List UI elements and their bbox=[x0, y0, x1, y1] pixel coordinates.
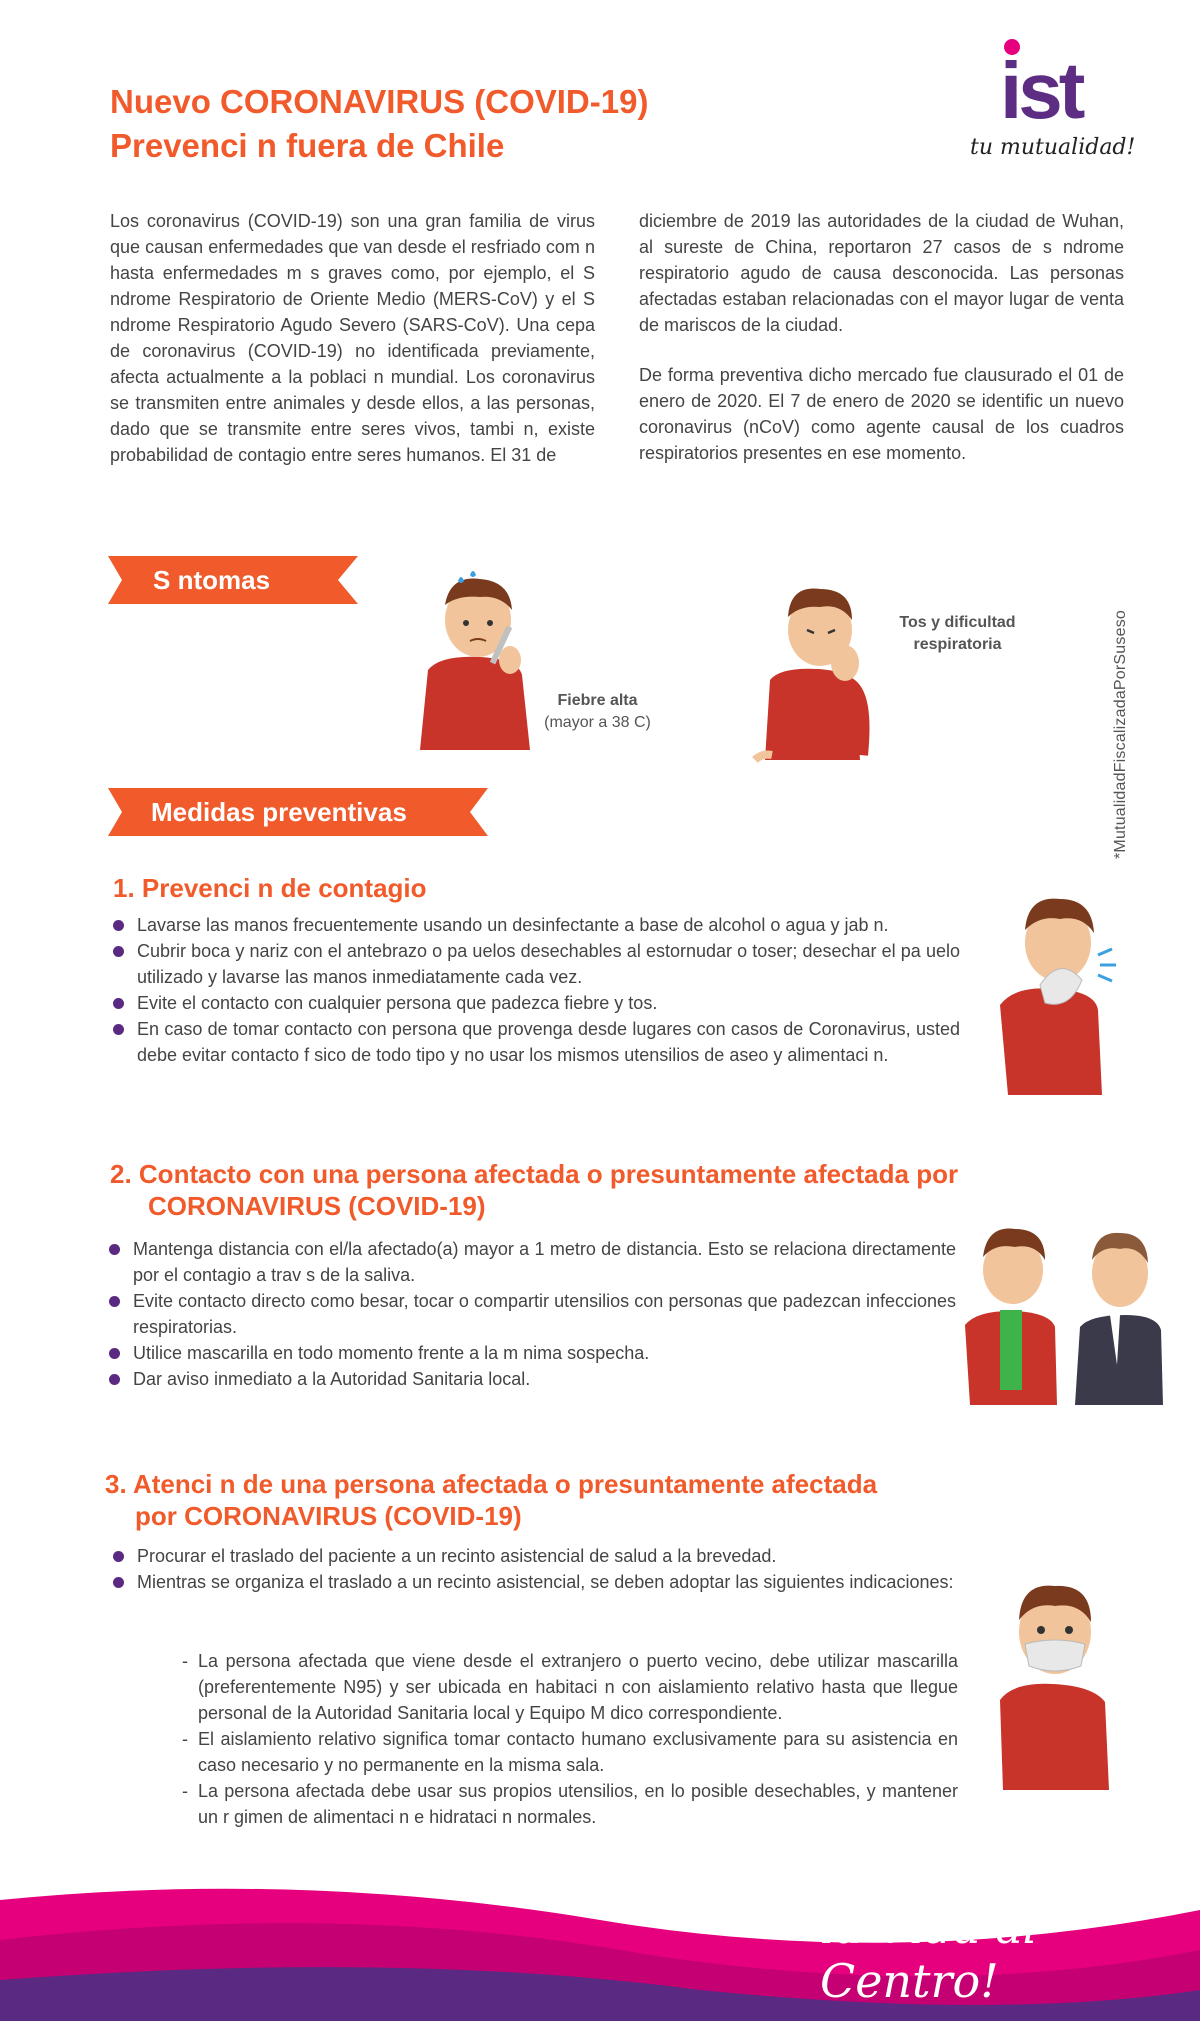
bullet-icon bbox=[113, 998, 124, 1009]
intro-column-2 bbox=[639, 208, 1124, 490]
two-people-illustration bbox=[965, 1215, 1165, 1415]
fever-caption-title: Fiebre alta bbox=[557, 692, 638, 709]
list-item: Mantenga distancia con el/la afectado(a) mayor a 1 metro de distancia. Esto se relaciona directamente por el contagio a trav s de la saliva. bbox=[106, 1236, 956, 1288]
section-3-title-line-1: 3. Atenci n de una persona afectada o presuntamente afectada bbox=[105, 1469, 878, 1499]
intro-paragraph-2: diciembre de 2019 las autoridades de la ciudad de Wuhan, al sureste de China, reportaron 27 casos de s ndrome respiratorio agudo de causa desconocida. Las personas afectadas estaban relacionadas con el mayor lugar de venta de mariscos de la ciudad. bbox=[639, 211, 1124, 335]
list-item: Cubrir boca y nariz con el antebrazo o pa uelos desechables al estornudar o toser; desechar el pa uelo utilizado y lavarse las manos inmediatamente cada vez. bbox=[110, 938, 960, 990]
section-3-title-line-2: por CORONAVIRUS (COVID-19) bbox=[135, 1501, 522, 1531]
masked-person-illustration bbox=[995, 1570, 1115, 1795]
bullet-icon bbox=[113, 920, 124, 931]
section-2-title-line-1: 2. Contacto con una persona afectada o presuntamente afectada por bbox=[110, 1159, 959, 1189]
intro-paragraph-3: De forma preventiva dicho mercado fue clausurado el 01 de enero de 2020. El 7 de enero de 2020 se identific un nuevo coronavirus (nCoV) como agente causal de los cuadros respiratorios presentes en ese momento. bbox=[639, 365, 1124, 463]
sub-list-item: - La persona afectada que viene desde el extranjero o puerto vecino, debe utilizar mascarilla (preferentemente N95) y ser ubicada en habitaci n con aislamiento relativo hasta que llegue personal de la Autoridad Sanitaria local y Equipo M dico correspondiente. bbox=[182, 1651, 958, 1723]
list-item: Lavarse las manos frecuentemente usando un desinfectante a base de alcohol o agua y jab n. bbox=[110, 912, 960, 938]
bullet-icon bbox=[113, 946, 124, 957]
section-3-list bbox=[110, 1543, 960, 1595]
section-3-title bbox=[105, 1468, 1005, 1532]
sneezing-person-illustration bbox=[990, 885, 1120, 1100]
page-title bbox=[110, 80, 648, 168]
ist-logo bbox=[970, 30, 1140, 180]
bullet-icon bbox=[113, 1577, 124, 1588]
sub-list-item: - El aislamiento relativo significa tomar contacto humano exclusivamente para su asistencia en caso necesario y no permanente en la misma sala. bbox=[182, 1729, 958, 1775]
cough-caption bbox=[870, 612, 1045, 656]
section-2-list bbox=[106, 1236, 956, 1392]
section-1-list bbox=[110, 912, 960, 1068]
section-2-title bbox=[110, 1158, 1010, 1222]
section-1-title: 1. Prevenci n de contagio bbox=[113, 873, 427, 903]
intro-column-1: Los coronavirus (COVID-19) son una gran familia de virus que causan enfermedades que van desde el resfriado com n hasta enfermedades m s graves como, por ejemplo, el S ndrome Respiratorio de Oriente Medio (MERS-CoV) y el S ndrome Respiratorio Agudo Severo (SARS-CoV). Una cepa de coronavirus (COVID-19) no identificada previamente, afecta actualmente a la poblaci n mundial. Los coronavirus se transmiten entre animales y desde ellos, a las personas, dado que se transmite entre seres vivos, tambi n, existe probabilidad de contagio entre seres humanos. El 31 de bbox=[110, 211, 595, 465]
bullet-icon bbox=[113, 1024, 124, 1035]
measures-banner bbox=[108, 788, 488, 836]
cough-person-illustration bbox=[750, 575, 885, 770]
list-item: Dar aviso inmediato a la Autoridad Sanitaria local. bbox=[106, 1366, 956, 1392]
list-item: Evite contacto directo como besar, tocar o compartir utensilios con personas que padezcan infecciones respiratorias. bbox=[106, 1288, 956, 1340]
bullet-icon bbox=[109, 1244, 120, 1255]
title-line-1: Nuevo CORONAVIRUS (COVID-19) bbox=[110, 83, 649, 120]
list-item: Evite el contacto con cualquier persona que padezca fiebre y tos. bbox=[110, 990, 960, 1016]
list-item: Mientras se organiza el traslado a un recinto asistencial, se deben adoptar las siguientes indicaciones: bbox=[110, 1569, 960, 1595]
cough-caption-line-2: respiratoria bbox=[913, 636, 1002, 653]
bullet-icon bbox=[109, 1374, 120, 1385]
logo-tagline: tu mutualidad! bbox=[970, 135, 1136, 160]
symptoms-banner-label: S ntomas bbox=[153, 565, 271, 595]
list-item: En caso de tomar contacto con persona que provenga desde lugares con casos de Coronavirus, usted debe evitar contacto f sico de todo tipo y no usar los mismos utensilios de aseo y alimentaci n. bbox=[110, 1016, 960, 1068]
section-2-title-line-2: CORONAVIRUS (COVID-19) bbox=[148, 1191, 486, 1221]
bullet-icon bbox=[109, 1348, 120, 1359]
bullet-icon bbox=[109, 1296, 120, 1307]
bullet-icon bbox=[113, 1551, 124, 1562]
sub-list-item: - La persona afectada debe usar sus propios utensilios, en lo posible desechables, y mantener un r gimen de alimentaci n e hidrataci n normales. bbox=[182, 1781, 958, 1827]
measures-banner-label: Medidas preventivas bbox=[151, 797, 407, 827]
list-item: Procurar el traslado del paciente a un recinto asistencial de salud a la brevedad. bbox=[110, 1543, 960, 1569]
section-3-sublist bbox=[182, 1648, 958, 1830]
side-hashtag: *MutualidadFiscalizadaPorSuseso bbox=[1112, 610, 1129, 859]
fever-caption bbox=[520, 690, 675, 734]
title-line-2: Prevenci n fuera de Chile bbox=[110, 127, 505, 164]
footer-slogan: la Vida al Centro! bbox=[820, 1900, 1038, 2008]
svg-text:ist: ist bbox=[1000, 46, 1082, 135]
list-item: Utilice mascarilla en todo momento frente a la m nima sospecha. bbox=[106, 1340, 956, 1366]
symptoms-banner bbox=[108, 556, 358, 604]
fever-caption-sub: (mayor a 38 C) bbox=[544, 714, 651, 731]
cough-caption-line-1: Tos y dificultad bbox=[899, 614, 1016, 631]
